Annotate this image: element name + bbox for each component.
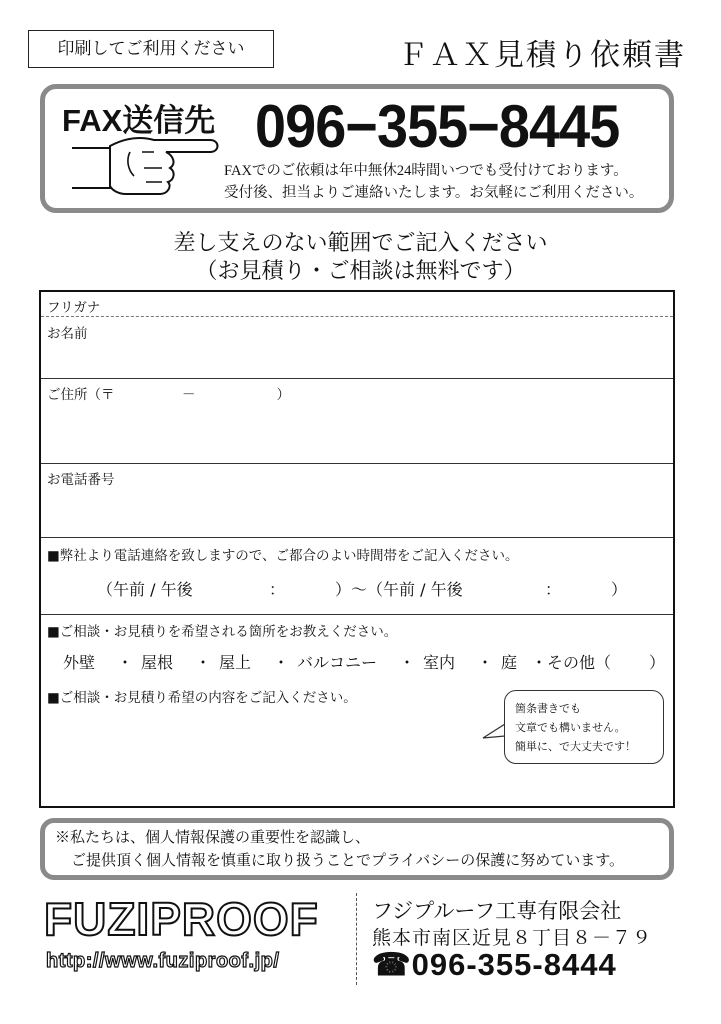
place-option-roof[interactable]: 屋根	[141, 653, 174, 672]
time-start-colon: ：	[269, 580, 286, 599]
place-separator: ・	[477, 653, 494, 672]
intro-line2: （お見積り・ご相談は無料です）	[195, 258, 526, 283]
footer-divider	[356, 893, 357, 985]
address-label: ご住所（〒 － ）	[47, 387, 290, 403]
intro-line1: 差し支えのない範囲でご記入ください	[173, 230, 548, 255]
print-instruction-badge: 印刷してご利用ください	[28, 30, 274, 68]
phone-label: お電話番号	[47, 472, 115, 488]
fax-label: FAX送信先	[62, 103, 216, 138]
hint-speech-bubble	[504, 690, 664, 764]
document-title: ＦＡＸ見積り依頼書	[398, 38, 686, 73]
furigana-divider	[41, 316, 673, 317]
fax-note-line2: 受付後、担当よりご連絡いたします。お気軽にご利用ください。	[224, 185, 644, 201]
contact-time-label: ■弊社より電話連絡を致しますので、ご都合のよい時間帯をご記入ください。	[47, 548, 519, 564]
divider	[41, 378, 673, 379]
company-phone[interactable]	[372, 947, 617, 983]
fax-note	[224, 160, 643, 204]
place-other-close: ）	[649, 653, 666, 672]
company-url-link[interactable]: http://www.fuziproof.jp/	[46, 950, 280, 972]
place-option-rooftop[interactable]: 屋上	[219, 653, 252, 672]
time-tilde: ）～（午前 / 午後	[335, 580, 463, 599]
company-name: フジプルーフ工専有限会社	[372, 899, 622, 923]
request-form	[39, 290, 675, 808]
time-end-colon: ：	[545, 580, 562, 599]
place-option-exterior-wall[interactable]: 外壁	[63, 653, 96, 672]
place-option-balcony[interactable]: バルコニー	[297, 653, 378, 672]
pointing-hand-icon	[70, 130, 220, 202]
furigana-label: フリガナ	[47, 300, 101, 316]
divider	[41, 537, 673, 538]
phone-icon: ☎	[372, 947, 412, 982]
privacy-line2: ご提供頂く個人情報を慎重に取り扱うことでプライバシーの保護に努めています。	[71, 853, 625, 869]
fax-note-line1: FAXでのご依頼は年中無休24時間いつでも受付けております。	[224, 163, 628, 179]
hint-line3: 簡単に、で大丈夫です！	[515, 740, 636, 753]
privacy-notice	[40, 818, 674, 880]
time-end-close: ）	[611, 580, 628, 599]
place-option-garden[interactable]: 庭	[501, 653, 518, 672]
place-separator: ・	[195, 653, 212, 672]
time-start-ampm: （午前 / 午後	[97, 580, 193, 599]
company-phone-number: 096-355-8444	[411, 947, 617, 982]
place-option-interior[interactable]: 室内	[423, 653, 456, 672]
hint-line2: 文章でも構いません。	[515, 721, 626, 734]
places-label: ■ご相談・お見積りを希望される箇所をお教えください。	[47, 624, 398, 640]
privacy-line1: ※私たちは、個人情報保護の重要性を認識し、	[55, 830, 371, 846]
place-separator: ・	[117, 653, 134, 672]
company-logo: FUZIPROOF	[44, 893, 319, 945]
content-label: ■ご相談・お見積り希望の内容をご記入ください。	[47, 690, 357, 706]
divider	[41, 463, 673, 464]
name-field[interactable]	[41, 318, 673, 378]
company-address: 熊本市南区近見８丁目８－７９	[372, 927, 653, 949]
hint-line1: 箇条書きでも	[515, 702, 581, 715]
address-field[interactable]	[41, 380, 673, 462]
divider	[41, 614, 673, 615]
place-separator: ・	[399, 653, 416, 672]
phone-field[interactable]	[41, 465, 673, 537]
place-option-other[interactable]: ・その他（	[531, 653, 612, 672]
name-label: お名前	[47, 326, 88, 342]
fax-number: 096−355−8445	[255, 93, 620, 160]
place-separator: ・	[273, 653, 290, 672]
